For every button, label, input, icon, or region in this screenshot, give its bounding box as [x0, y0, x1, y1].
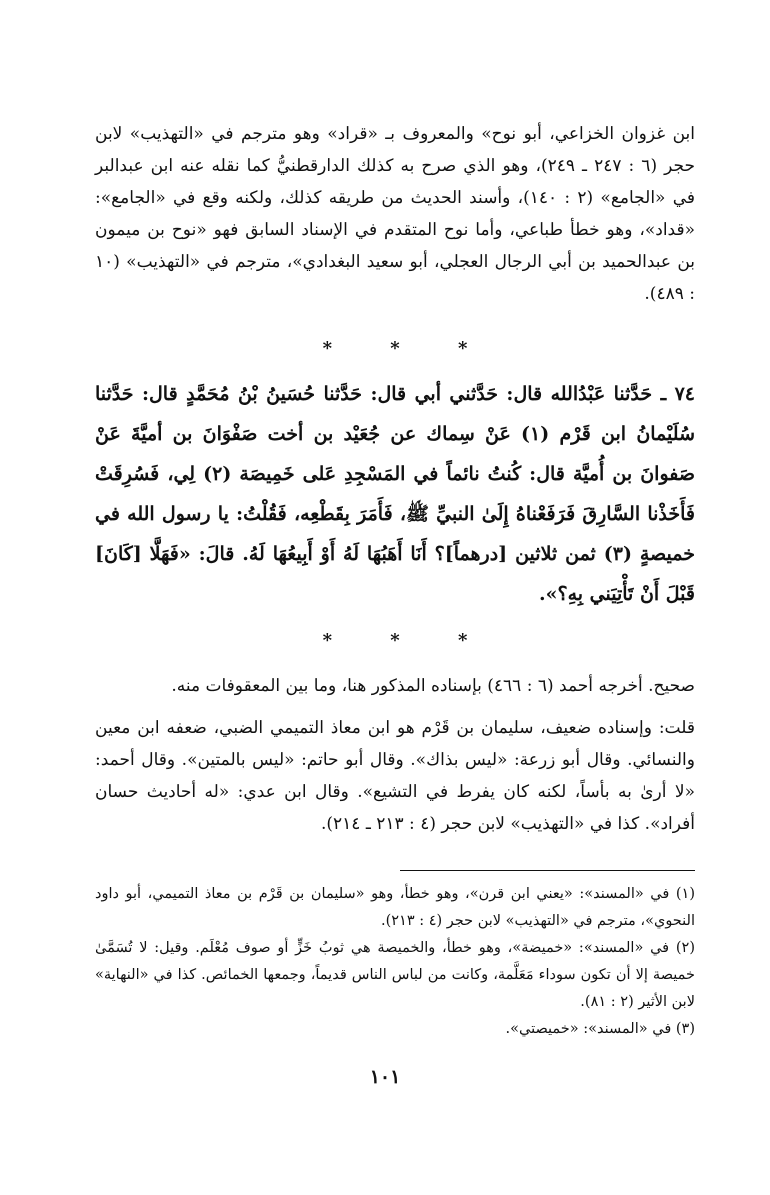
- footnote-divider: [400, 870, 695, 871]
- commentary-text: قلت: وإسناده ضعيف، سليمان بن قَرْم هو ابن معاذ التميمي الضبي، ضعفه ابن معين والنسائي. وقال أبو زرعة: «ليس بذاك». وقال أبو حاتم: «ليس بالمتين». وقال أحمد: «لا أرىٰ به بأساً، لكنه كان يفرط في التشيع». وقال ابن عدي: «له أحاديث حسان أفراد». كذا في «التهذيب» لابن حجر (٤ : ٢١٣ ـ ٢١٤).: [95, 718, 695, 834]
- page-body: [95, 118, 695, 1043]
- intro-paragraph: ابن غزوان الخزاعي، أبو نوح» والمعروف بـ «قراد» وهو مترجم في «التهذيب» لابن حجر (٦ : ٢٤٧ ـ ٢٤٩)، وهو الذي صرح به كذلك الدارقطنيُّ كما نقله عنه ابن عبدالبر في «الجامع» (٢ : ١٤٠)، وأسند الحديث من طريقه كذلك، ولكنه وقع في «الجامع»: «قداد»، وهو خطأ طباعي، وأما نوح المتقدم في الإسناد السابق فهو «نوح بن ميمون بن عبدالحميد بن أبي الرجال العجلي، أبو سعيد البغدادي»، مترجم في «التهذيب» (١٠ : ٤٨٩).: [95, 124, 696, 304]
- page-number: ١٠١: [369, 1066, 401, 1088]
- footnotes: [95, 881, 695, 1043]
- hadith-text: ٧٤ ـ حَدَّثنا عَبْدُالله قال: حَدَّثني أبي قال: حَدَّثنا حُسَينُ بْنُ مُحَمَّدٍ قال: حَدَّثنا سُلَيْمانُ ابن قَرْم (١) عَنْ سِماك عن جُعَيْد بن أخت صَفْوَانَ بن أميَّةَ عَنْ صَفوانَ بن أُميَّة قال: كُنتُ نائماً في المَسْجِدِ عَلى خَمِيصَة (٢) لِي، فَسُرِقَتْ فَأَخَذْنا السَّارِقَ فَرَفَعْناهُ إِلَىٰ النبيِّ ﷺ، فَأَمَرَ بِقَطْعِه، فَقُلْتُ: يا رسول الله في خميصةٍ (٣) ثمن ثلاثين [درهماً]؟ أَنَا أَهَبُهَا لَهُ أَوْ أَبِيعُهَا لَهُ. قالَ: «فَهَلَّا [كَانَ] قَبْلَ أَنْ تَأْتِيَني بِهِ؟».: [95, 383, 696, 605]
- section-separator: * * *: [322, 338, 494, 359]
- footnote-1: (١) في «المسند»: «يعني ابن قرن»، وهو خطأ، وهو «سليمان بن قَرْم بن معاذ التميمي، أبو داود النحوي»، مترجم في «التهذيب» لابن حجر (٤ : ٢١٣).: [95, 886, 695, 929]
- footnote-2: (٢) في «المسند»: «خميضة»، وهو خطأ، والخميصة هي ثوبُ خَزٍّ أو صوف مُعْلَم. وقيل: لا تُسَمَّىٰ خميصة إلا أن تكون سوداء مَعَلَّمة، وكانت من لباس الناس قديماً، وجمعها الخمائص. كذا في «النهاية» لابن الأثير (٢ : ٨١).: [95, 940, 695, 1010]
- grading-text: صحيح. أخرجه أحمد (٦ : ٤٦٦) بإسناده المذكور هنا، وما بين المعقوفات منه.: [171, 676, 695, 696]
- section-separator: * * *: [322, 630, 494, 651]
- footnote-3: (٣) في «المسند»: «خميصتي».: [505, 1021, 695, 1037]
